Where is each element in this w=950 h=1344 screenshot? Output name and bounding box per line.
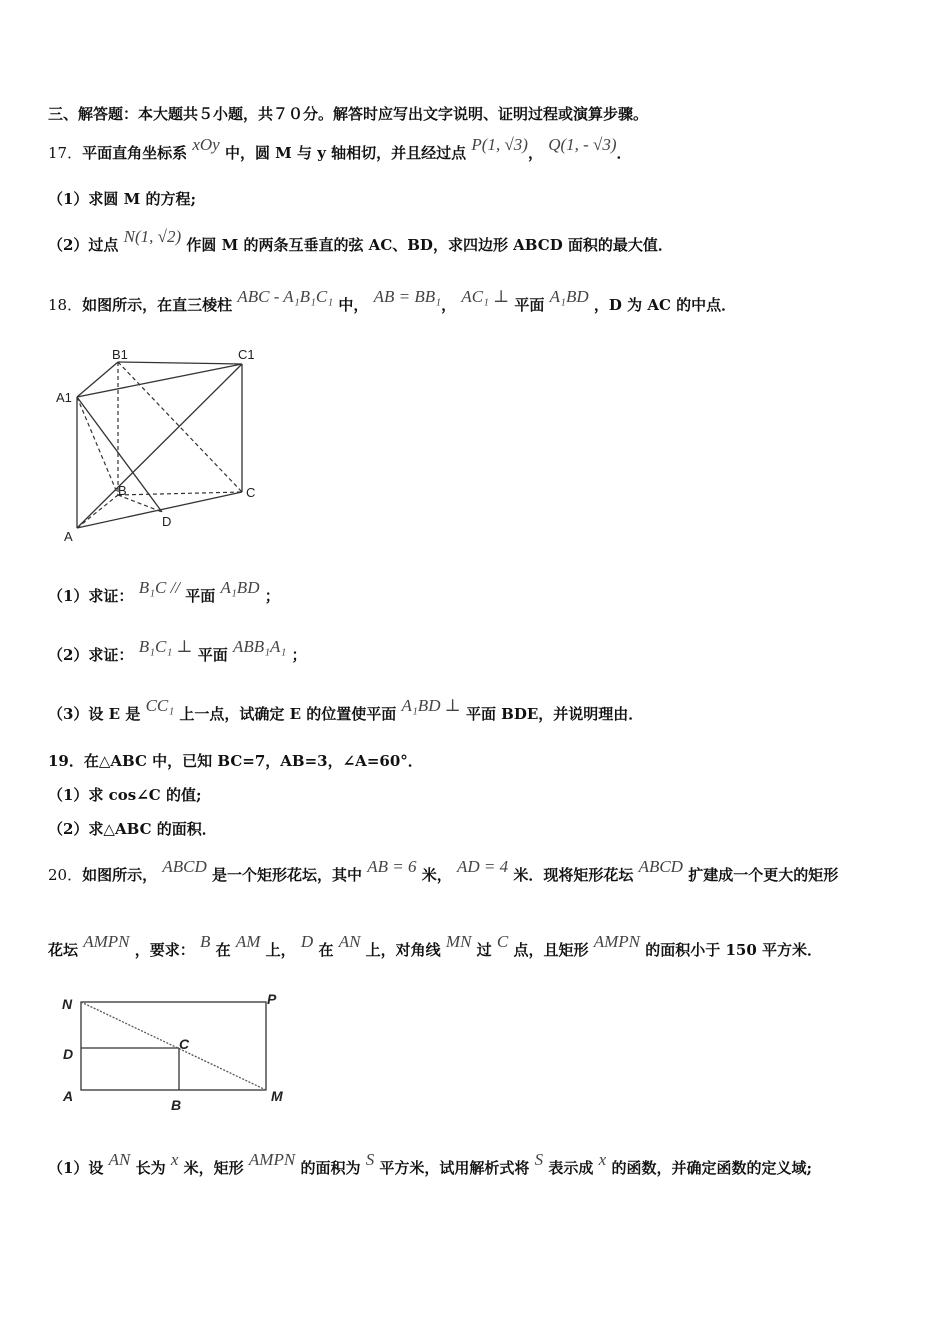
edge-b1-c1 bbox=[118, 362, 242, 364]
q18-part1-end: ； bbox=[264, 587, 280, 605]
q18-part2-a: （2）求证： bbox=[48, 646, 134, 664]
question-20-part-1 bbox=[48, 1150, 812, 1178]
question-17-part-1: （1）求圆 M 的方程; bbox=[48, 190, 197, 208]
q20-p1-math-s: S bbox=[365, 1150, 375, 1169]
q18-part2-end: ； bbox=[291, 646, 307, 664]
question-17-stem bbox=[48, 135, 632, 163]
q17-text-b: 中，圆 M 与 y 轴相切，并且经过点 bbox=[224, 144, 467, 162]
q20-math-an: AN bbox=[338, 932, 361, 951]
q20-text-c: 米， bbox=[421, 866, 452, 884]
q20-math-mn: MN bbox=[445, 932, 472, 951]
question-20-stem-line-1 bbox=[48, 857, 839, 885]
q18-part2-math: B₁C₁ ⊥ bbox=[138, 637, 193, 656]
question-19-part-1: （1）求 cos∠C 的值; bbox=[48, 786, 202, 804]
q20-l2-g: 过 bbox=[476, 941, 492, 959]
q18-math-perp: AC₁ ⊥ bbox=[461, 287, 510, 306]
q20-l2-h: 点，且矩形 bbox=[513, 941, 589, 959]
question-18-part-1 bbox=[48, 578, 280, 606]
q17-end: ． bbox=[616, 144, 632, 162]
q20-p1-a: （1）设 bbox=[48, 1159, 104, 1177]
edge-b-c bbox=[118, 492, 242, 495]
q20-text-e: 扩建成一个更大的矩形 bbox=[688, 866, 839, 884]
q18-part2-b: 平面 bbox=[197, 646, 228, 664]
label-c: C bbox=[179, 1036, 190, 1052]
label-m: M bbox=[271, 1088, 283, 1104]
q20-p1-b: 长为 bbox=[135, 1159, 166, 1177]
question-18-part-3 bbox=[48, 696, 644, 724]
q20-p1-math-ampn: AMPN bbox=[248, 1150, 296, 1169]
q20-l2-d: 上， bbox=[265, 941, 296, 959]
q20-math-ampn2: AMPN bbox=[593, 932, 640, 951]
q20-math-ad: AD = 4 bbox=[456, 857, 509, 876]
q20-math-abcd: ABCD bbox=[162, 857, 207, 876]
q18-text-b: 中， bbox=[338, 296, 369, 314]
q18-text-d: ，D 为 AC 的中点． bbox=[593, 296, 737, 314]
label-b: B bbox=[171, 1097, 182, 1113]
q18-math-plane: A₁BD bbox=[549, 287, 589, 306]
q18-part3-a: （3）设 E 是 bbox=[48, 705, 141, 723]
label-c: C bbox=[246, 485, 256, 500]
q20-p1-g: 的函数，并确定函数的定义域; bbox=[611, 1159, 812, 1177]
q17-part2-a: （2）过点 bbox=[48, 236, 119, 254]
edge-a1-b1 bbox=[77, 362, 118, 397]
question-19-stem: 19．在△ABC 中，已知 BC=7，AB=3，∠A=60°． bbox=[48, 752, 423, 770]
q20-math-c: C bbox=[496, 932, 509, 951]
q20-p1-math-an: AN bbox=[108, 1150, 131, 1169]
label-a: A bbox=[64, 529, 73, 544]
q20-math-ab: AB = 6 bbox=[367, 857, 417, 876]
q20-l2-b: ，要求： bbox=[134, 941, 195, 959]
q18-math-eq: AB = BB₁ bbox=[373, 287, 442, 306]
q20-math-abcd2: ABCD bbox=[638, 857, 683, 876]
q18-sep: ， bbox=[441, 296, 457, 314]
question-number: 20． bbox=[48, 866, 83, 884]
q20-text-d: 米．现将矩形花坛 bbox=[513, 866, 634, 884]
diagonal-nm bbox=[81, 1002, 266, 1090]
q18-part1-a: （1）求证： bbox=[48, 587, 134, 605]
q17-math-n: N(1, √2) bbox=[123, 227, 182, 246]
q20-math-b: B bbox=[200, 932, 211, 951]
question-18-part-2 bbox=[48, 637, 307, 665]
q17-math-xoy: xOy bbox=[192, 135, 220, 154]
q18-part3-math: CC₁ bbox=[145, 696, 175, 715]
q17-math-p: P(1, √3) bbox=[471, 135, 528, 154]
q18-part2-math2: ABB₁A₁ bbox=[232, 637, 287, 656]
q20-p1-math-x2: x bbox=[598, 1150, 607, 1169]
q20-l2-f: 上，对角线 bbox=[365, 941, 441, 959]
question-18-stem bbox=[48, 287, 737, 315]
q20-math-d: D bbox=[300, 932, 314, 951]
q20-math-ampn: AMPN bbox=[83, 932, 130, 951]
q17-part2-b: 作圆 M 的两条互垂直的弦 AC、BD，求四边形 ABCD 面积的最大值． bbox=[186, 236, 673, 254]
q20-p1-c: 米，矩形 bbox=[183, 1159, 244, 1177]
q17-sep: ， bbox=[527, 144, 543, 162]
label-b1: B1 bbox=[112, 347, 128, 362]
edge-b1-c bbox=[118, 362, 242, 492]
question-20-stem-line-2 bbox=[48, 932, 822, 960]
question-number: 18． bbox=[48, 296, 83, 314]
q20-p1-d: 的面积为 bbox=[300, 1159, 361, 1177]
label-c1: C1 bbox=[238, 347, 255, 362]
q18-part1-math2: A₁BD bbox=[220, 578, 260, 597]
q20-l2-a: 花坛 bbox=[48, 941, 79, 959]
q20-l2-c: 在 bbox=[215, 941, 231, 959]
q20-text-a: 如图所示， bbox=[82, 866, 158, 884]
edge-a-c bbox=[77, 492, 242, 528]
label-n: N bbox=[62, 996, 73, 1012]
label-p: P bbox=[267, 991, 277, 1007]
q20-p1-math-x: x bbox=[170, 1150, 179, 1169]
q20-l2-i: 的面积小于 150 平方米． bbox=[645, 941, 822, 959]
q18-part1-b: 平面 bbox=[185, 587, 216, 605]
q18-text-a: 如图所示，在直三棱柱 bbox=[82, 296, 233, 314]
q18-text-c: 平面 bbox=[514, 296, 545, 314]
edge-a1-b bbox=[77, 397, 118, 495]
q18-part3-c: 平面 BDE，并说明理由． bbox=[465, 705, 644, 723]
q20-p1-e: 平方米，试用解析式将 bbox=[379, 1159, 530, 1177]
q17-math-q: Q(1, - √3) bbox=[548, 135, 617, 154]
q20-l2-e: 在 bbox=[318, 941, 334, 959]
label-a1: A1 bbox=[56, 390, 72, 405]
q18-part3-math2: A₁BD ⊥ bbox=[401, 696, 461, 715]
q20-text-b: 是一个矩形花坛，其中 bbox=[211, 866, 362, 884]
question-19-part-2: （2）求△ABC 的面积． bbox=[48, 820, 217, 838]
rectangle-figure bbox=[55, 988, 305, 1116]
edge-a1-c1 bbox=[77, 364, 242, 397]
question-number: 17． bbox=[48, 144, 83, 162]
section-heading: 三、解答题：本大题共５小题，共７０分。解答时应写出文字说明、证明过程或演算步骤。 bbox=[48, 105, 649, 123]
label-d: D bbox=[63, 1046, 74, 1062]
question-17-part-2 bbox=[48, 227, 673, 255]
label-a: A bbox=[63, 1088, 74, 1104]
q20-p1-math-s2: S bbox=[534, 1150, 544, 1169]
label-b: B bbox=[118, 483, 127, 498]
q20-math-am: AM bbox=[235, 932, 261, 951]
q20-p1-f: 表示成 bbox=[548, 1159, 594, 1177]
prism-figure bbox=[50, 340, 280, 550]
q18-math-prism: ABC - A₁B₁C₁ bbox=[237, 287, 334, 306]
q18-part1-math: B₁C // bbox=[138, 578, 181, 597]
label-d: D bbox=[162, 514, 172, 529]
q18-part3-b: 上一点，试确定 E 的位置使平面 bbox=[179, 705, 397, 723]
edge-a-c1 bbox=[77, 364, 242, 528]
q17-text-a: 平面直角坐标系 bbox=[82, 144, 188, 162]
